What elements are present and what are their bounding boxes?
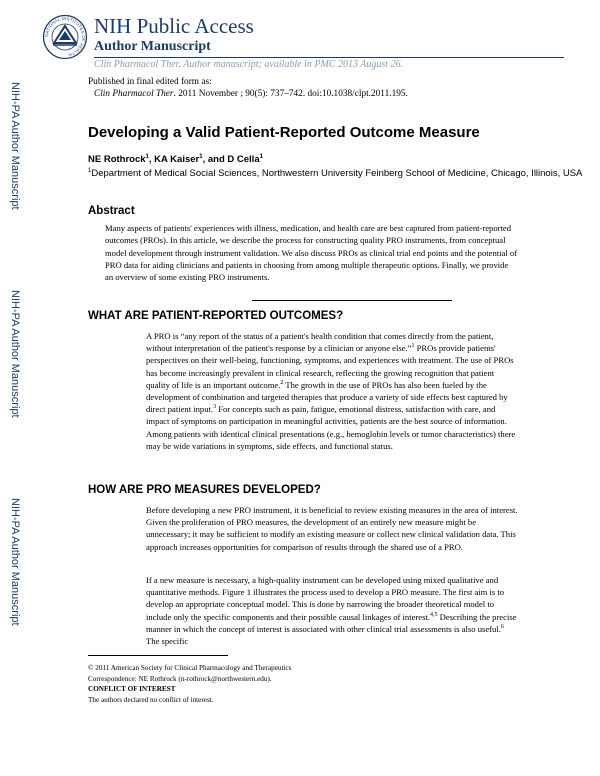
header-title: NIH Public Access <box>94 14 254 38</box>
affiliation-text: Department of Medical Social Sciences, Northwestern University Feinberg School of Medicine, Chicago, Illinois, USA <box>91 168 583 179</box>
paragraph-text: PROs provide patients' perspectives on their well-being, functioning, symptoms, and experiences with treatment. The use of PROs has become increasingly prevalent in clinical research, reflecting the growing recognition that patient quality of life is an important outcome. <box>146 343 514 390</box>
author-list <box>88 154 263 165</box>
abstract-text: Many aspects of patients' experiences with illness, medication, and health care are best captured from patient-reported outcomes (PROs). In this article, we describe the process for constructing quality PRO instruments, from conceptual model development through instrument validation. We also discuss PROs as clinical trial end points and the potential of PRO data for aiding clinicians and patients in choosing from among multiple therapeutic options. Finally, we provide an overview of some existing PRO instruments. <box>105 223 518 283</box>
paragraph-text: The specific <box>146 636 189 647</box>
abstract-heading: Abstract <box>88 205 135 217</box>
reference-link[interactable]: 4,5 <box>430 611 438 618</box>
article-title: Developing a Valid Patient-Reported Outcome Measure <box>88 124 480 141</box>
author-separator: , and <box>202 154 228 165</box>
author-affiliation-ref: 1 <box>199 153 203 160</box>
journal-name: Clin Pharmacol Ther <box>94 89 174 99</box>
author-name: KA Kaiser <box>154 154 200 165</box>
author-name: D Cella <box>227 154 260 165</box>
reference-link[interactable]: 6 <box>500 623 504 630</box>
paragraph-text: The growth in the use of PROs has also been fueled by the development of combination and targeted therapies that produce a variety of side effects best captured by direct patient input. <box>146 379 508 415</box>
conflict-heading: CONFLICT OF INTEREST <box>88 685 176 693</box>
reference-link[interactable]: 3 <box>213 404 217 411</box>
correspondence-note: Correspondence: NE Rothrock (n-rothrock@northwestern.edu). <box>88 674 272 683</box>
section2-paragraph-2 <box>146 574 518 647</box>
author-affiliation-ref: 1 <box>259 153 263 160</box>
copyright-note: © 2011 American Society for Clinical Pharmacology and Therapeutics <box>88 664 292 672</box>
author-separator: , <box>148 154 155 165</box>
paragraph-text: If a new measure is necessary, a high-quality instrument can be developed using mixed qualitative and quantitative methods. Figure 1 illustrates the process used to develop a PRO measure. The first aim is to develop an appropriate conceptual model. This is done by narrowing the broader theoretical model to include only the specific components and their possible causal linkages of interest. <box>146 575 505 622</box>
header-availability-note: Clin Pharmacol Ther. Author manuscript; available in PMC 2013 August 26. <box>94 59 404 70</box>
section-heading-how-developed: HOW ARE PRO MEASURES DEVELOPED? <box>88 484 321 496</box>
conflict-text: The authors declared no conflict of interest. <box>88 695 214 704</box>
header-subtitle: Author Manuscript <box>94 39 211 54</box>
footnote-divider <box>88 655 228 656</box>
author-affiliation-ref: 1 <box>145 153 149 160</box>
header-rule <box>94 57 564 58</box>
reference-link[interactable]: 1 <box>411 343 415 350</box>
citation-details: . 2011 November ; 90(5): 737–742. doi:10.1038/clpt.2011.195. <box>173 89 408 99</box>
affiliation-number: 1 <box>88 167 92 174</box>
section2-paragraph-1: Before developing a new PRO instrument, it is beneficial to review existing measures in the area of interest. Given the proliferation of PRO measures, the development of an entirely new measure might be unnecessary; it may be sufficient to modify an existing measure or collect new clinical validation data. This approach increases opportunities for comparison of results through the shared use of a PRO. <box>146 505 518 552</box>
section1-paragraph <box>146 330 518 452</box>
affiliation <box>88 168 588 180</box>
nih-seal-icon <box>42 14 88 60</box>
paragraph-text: Describing the precise manner in which the concept of interest is associated with other clinical trial assessments is also useful. <box>146 611 517 634</box>
published-citation <box>94 88 408 100</box>
side-label: NIH-PA Author Manuscript <box>9 290 21 418</box>
nih-seal-text: NATIONAL INSTITUTES OF HEALTH <box>43 15 87 58</box>
reference-link[interactable]: 2 <box>280 379 284 386</box>
side-label: NIH-PA Author Manuscript <box>9 498 21 626</box>
abstract-divider <box>252 300 452 301</box>
author-name: NE Rothrock <box>88 154 146 165</box>
paragraph-text: A PRO is “any report of the status of a patient's health condition that comes directly from the patient, without interpretation of the patient's response by a clinician or anyone else.” <box>146 331 494 354</box>
section-heading-what-are-pros: WHAT ARE PATIENT-REPORTED OUTCOMES? <box>88 310 344 322</box>
published-label: Published in final edited form as: <box>88 77 212 87</box>
side-label: NIH-PA Author Manuscript <box>9 82 21 210</box>
paragraph-text: For concepts such as pain, fatigue, emotional distress, satisfaction with care, and impact of symptoms on participation in meaningful activities, patients are the best source of information. Among patients with identical clinical presentations (e.g., hemoglobin levels or tumor characteristics) there may be wide variations in symptoms, side effects, and functional status. <box>146 404 516 451</box>
